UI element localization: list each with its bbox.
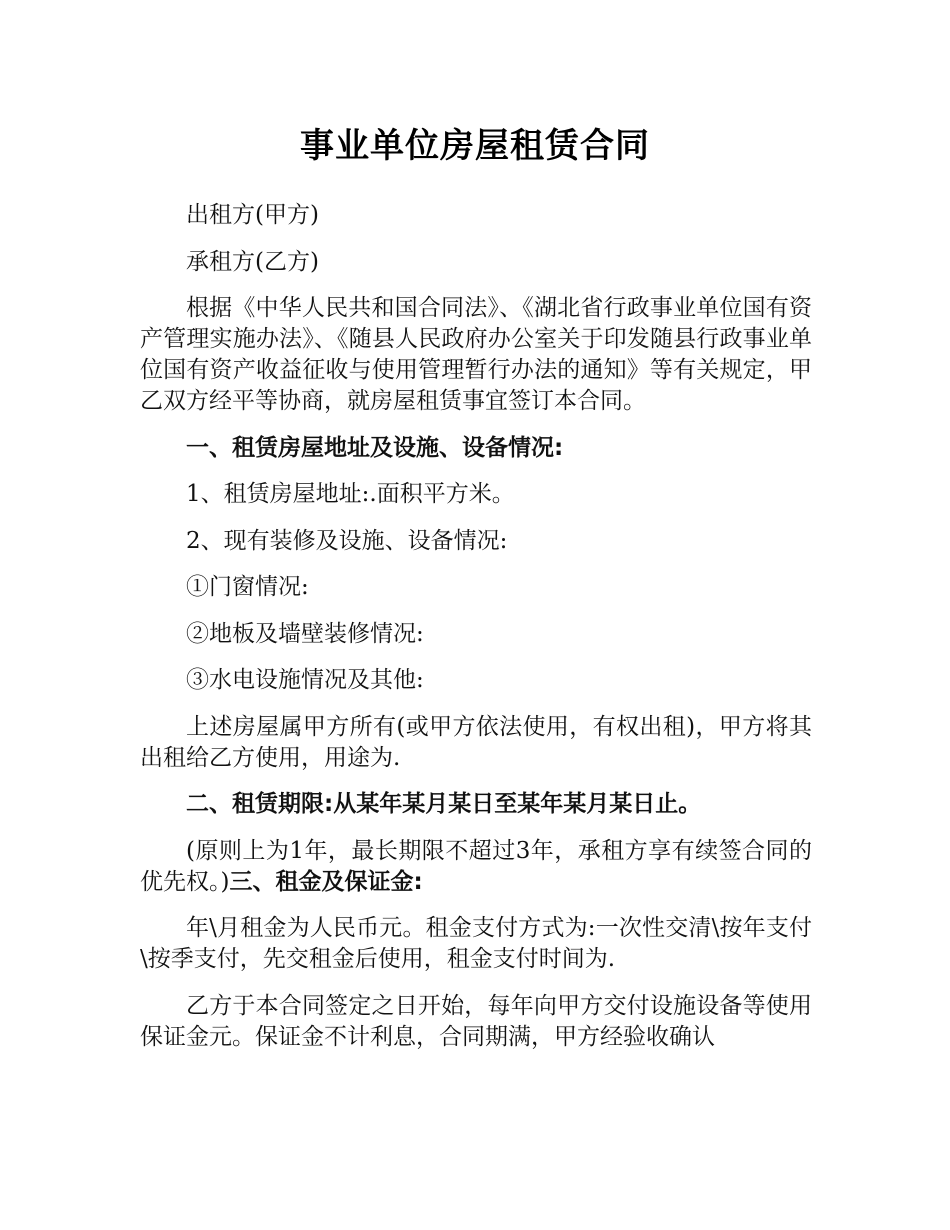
- document-title: 事业单位房屋租赁合同: [300, 126, 650, 166]
- section-2-heading: 二、租赁期限:从某年某月某日至某年某月某日止。: [186, 791, 702, 817]
- section-3-heading: 三、租金及保证金:: [229, 868, 423, 895]
- item-2-facilities: 2、现有装修及设施、设备情况:: [186, 527, 508, 554]
- deposit-paragraph: 乙方于本合同签定之日开始，每年向甲方交付设施设备等使用保证金元。保证金不计利息，合同期满，甲方经验收确认: [140, 992, 812, 1050]
- lessee-line: 承租方(乙方): [186, 248, 319, 275]
- term-note-paragraph: [140, 836, 812, 898]
- item-2c-utilities: ③水电设施情况及其他:: [186, 667, 424, 693]
- lessor-line: 出租方(甲方): [186, 202, 319, 228]
- document-body: [140, 200, 812, 1068]
- rent-paragraph: 年\月租金为人民币元。租金支付方式为:一次性交清\按年支付\按季支付，先交租金后使用，租金支付时间为.: [140, 915, 812, 972]
- item-2a-doors-windows: ①门窗情况:: [186, 574, 309, 600]
- item-1-address: 1、租赁房屋地址:.面积平方米。: [186, 481, 515, 507]
- section-1-heading: 一、租赁房屋地址及设施、设备情况:: [186, 434, 564, 461]
- item-2b-floor-walls: ②地板及墙壁装修情况:: [186, 620, 424, 647]
- term-note-text: (原则上为1年，最长期限不超过3年，承租方享有续签合同的优先权。): [140, 837, 812, 895]
- ownership-paragraph: 上述房屋属甲方所有(或甲方依法使用，有权出租)，甲方将其出租给乙方使用，用途为.: [140, 713, 812, 771]
- preamble-paragraph: 根据《中华人民共和国合同法》、《湖北省行政事业单位国有资产管理实施办法》、《随县人民政府办公室关于印发随县行政事业单位国有资产收益征收与使用管理暂行办法的通知》等有关规定，甲乙双方经平等协商，就房屋租赁事宜签订本合同。: [140, 295, 812, 414]
